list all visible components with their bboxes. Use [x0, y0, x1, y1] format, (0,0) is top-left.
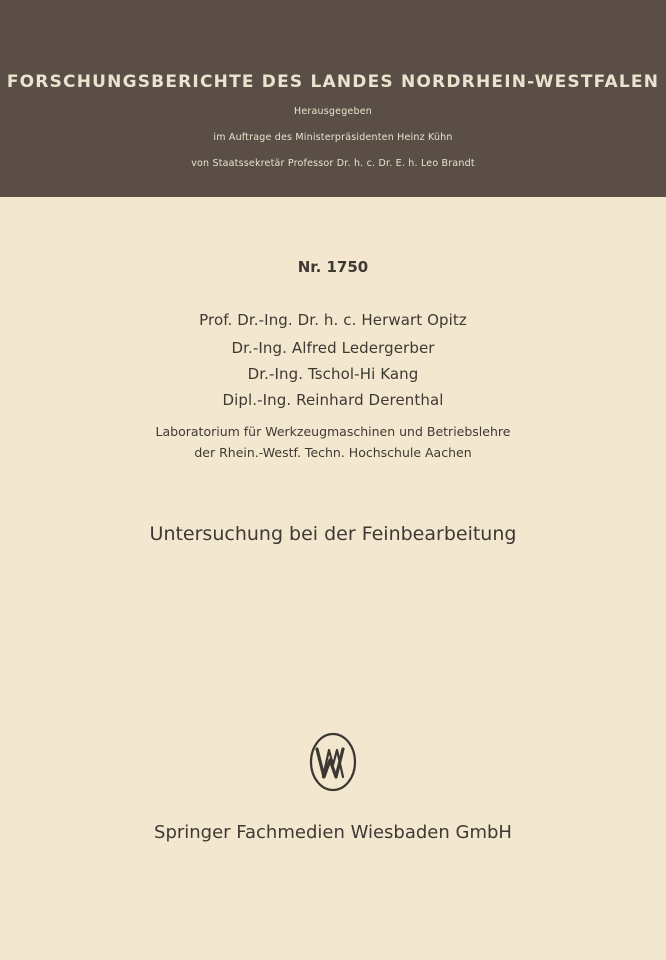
secretary-line: von Staatssekretär Professor Dr. h. c. Dr. E. h. Leo Brandt — [191, 158, 475, 169]
series-title: FORSCHUNGSBERICHTE DES LANDES NORDRHEIN-WESTFALEN — [6, 72, 660, 92]
author-4: Dipl.-Ing. Reinhard Derenthal — [222, 391, 444, 409]
author-3: Dr.-Ing. Tschol-Hi Kang — [247, 365, 419, 383]
institution-line-1: Laboratorium für Werkzeugmaschinen und Betriebslehre — [155, 424, 511, 439]
published-by-label: Herausgegeben — [294, 106, 372, 117]
publisher-name: Springer Fachmedien Wiesbaden GmbH — [154, 822, 512, 843]
issue-number: Nr. 1750 — [297, 258, 369, 276]
author-1: Prof. Dr.-Ing. Dr. h. c. Herwart Opitz — [199, 311, 467, 329]
book-title: Untersuchung bei der Feinbearbeitung — [149, 523, 517, 545]
series-header-band — [0, 0, 666, 197]
author-2: Dr.-Ing. Alfred Ledergerber — [231, 339, 435, 357]
commission-line: im Auftrage des Ministerpräsidenten Heinz Kühn — [213, 132, 453, 143]
publisher-logo-icon — [308, 730, 358, 794]
institution-line-2: der Rhein.-Westf. Techn. Hochschule Aachen — [194, 445, 472, 460]
